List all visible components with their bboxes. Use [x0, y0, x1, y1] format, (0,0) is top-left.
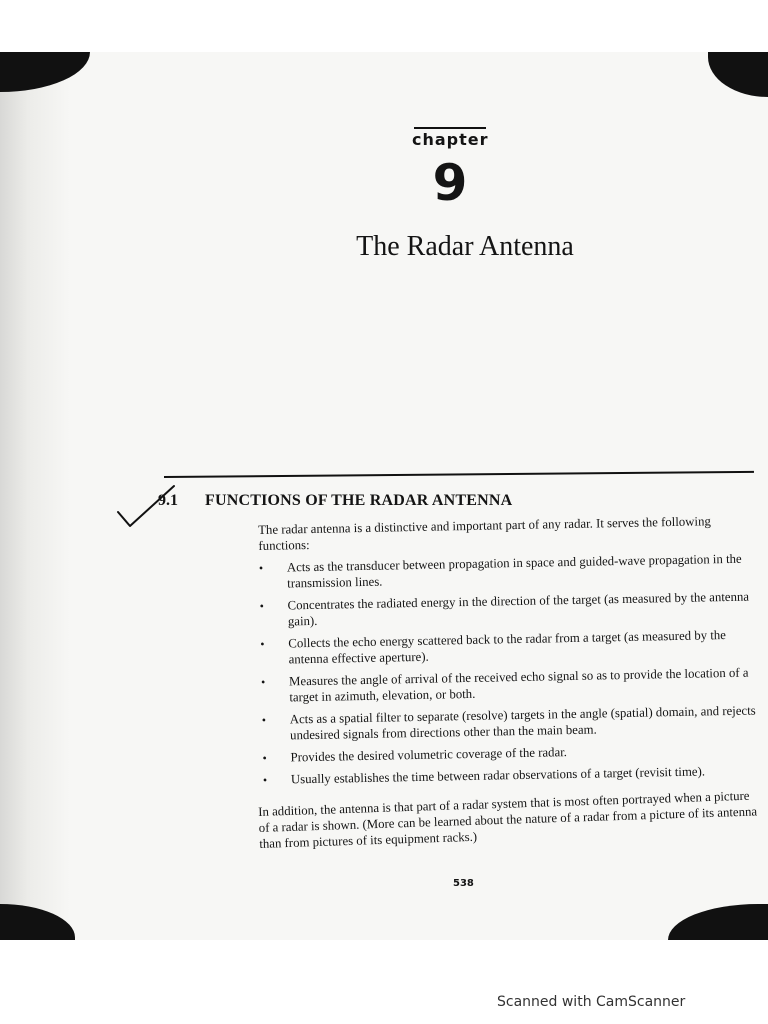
closing-paragraph: In addition, the antenna is that part of a radar system that is most often portrayed when a picture of a radar is shown. (More can be learned about the nature of a radar from a picture of its antenna than from pictures of its equipment racks.) — [258, 788, 758, 851]
list-item — [261, 664, 762, 706]
list-item — [263, 762, 763, 788]
scanned-page — [0, 52, 768, 940]
list-item-text: Collects the echo energy scattered back to the radar from a target (as measured by the antenna effective aperture). — [288, 628, 727, 667]
page-number: 538 — [453, 878, 474, 889]
list-item-text: Measures the angle of arrival of the received echo signal so as to provide the location of a target in azimuth, elevation, or both. — [288, 665, 749, 705]
scan-corner-bottom-right — [668, 904, 768, 940]
list-item-text: Provides the desired volumetric coverage of the radar. — [290, 745, 568, 765]
bullet-icon: • — [262, 772, 268, 787]
body-text — [258, 512, 763, 794]
scan-corner-top-left — [0, 52, 90, 92]
bullet-icon: • — [258, 560, 264, 575]
list-item — [259, 588, 760, 630]
list-item-text: Concentrates the radiated energy in the direction of the target (as measured by the antenna gain). — [287, 589, 750, 629]
scan-corner-top-right — [708, 52, 768, 97]
bullet-icon: • — [262, 750, 267, 765]
chapter-title: The Radar Antenna — [356, 231, 574, 262]
list-item-text: Usually establishes the time between radar observations of a target (revisit time). — [290, 764, 706, 787]
page-edge-shadow — [0, 52, 70, 940]
list-item-text: Acts as a spatial filter to separate (resolve) targets in the angle (spatial) domain, and rejects undesired signals from directions other than the main beam. — [289, 703, 756, 743]
list-item — [262, 740, 762, 766]
chapter-number: 9 — [432, 154, 468, 212]
list-item — [260, 626, 761, 668]
functions-list — [259, 550, 763, 788]
chapter-label: chapter — [412, 130, 489, 149]
intro-paragraph: The radar antenna is a distinctive and important part of any radar. It serves the following functions: — [258, 514, 711, 553]
section-number: 9.1 — [158, 492, 178, 509]
chapter-rule — [414, 127, 486, 129]
list-item — [262, 702, 763, 744]
section-rule — [164, 471, 754, 478]
bullet-icon: • — [261, 712, 267, 727]
list-item — [259, 550, 760, 592]
bullet-icon: • — [259, 598, 264, 613]
bullet-icon: • — [260, 636, 265, 651]
list-item-text: Acts as the transducer between propagation in space and guided-wave propagation in the transmission lines. — [286, 551, 742, 591]
scanner-watermark: Scanned with CamScanner — [497, 994, 686, 1010]
bullet-icon: • — [260, 674, 266, 689]
section-title: FUNCTIONS OF THE RADAR ANTENNA — [205, 492, 513, 509]
